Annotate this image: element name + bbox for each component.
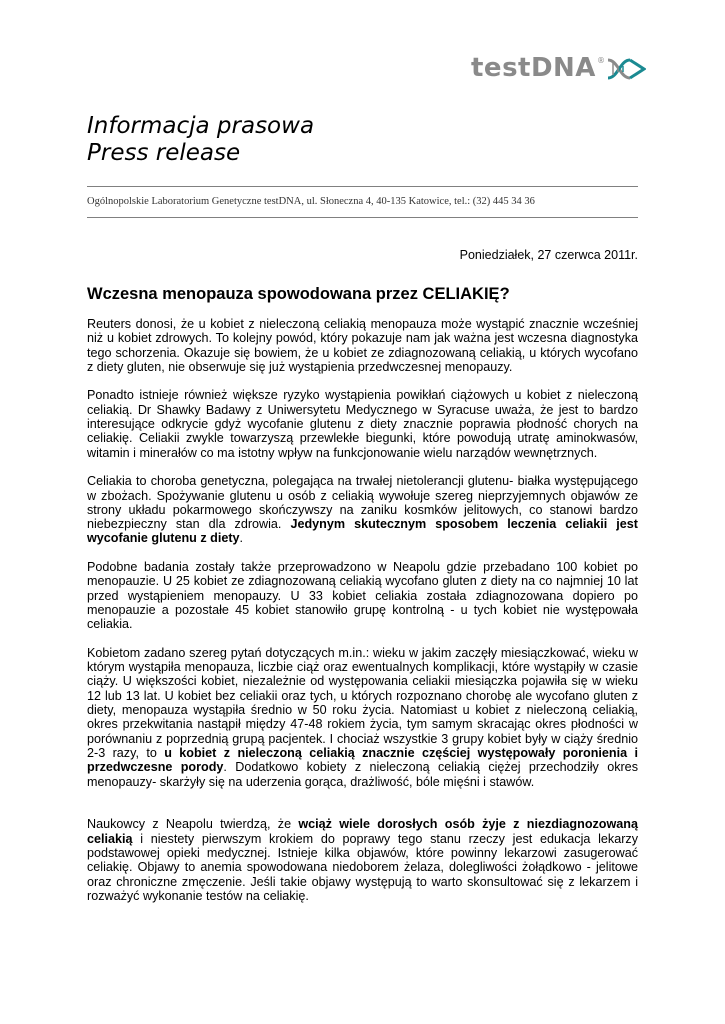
lab-address: Ogólnopolskie Laboratorium Genetyczne testDNA, ul. Słoneczna 4, 40-135 Katowice, tel.: (32) 445 34 36 (87, 196, 535, 207)
paragraph-text: . Dodatkowo kobiety z nieleczoną celiakią ciężej przechodziły okres menopauzy- skarżyły się na uderzenia gorąca, drażliwość, bóle mięśni i stawów. (87, 760, 638, 789)
article-paragraph (87, 474, 638, 545)
paragraph-text: Naukowcy z Neapolu twierdzą, że (87, 817, 299, 832)
article-paragraph (87, 560, 638, 631)
bold-text: u kobiet z nieleczoną celiakią znacznie częściej występowały poronienia i przedwczesne porody (87, 745, 639, 775)
release-date: Poniedziałek, 27 czerwca 2011r. (459, 248, 638, 262)
bold-text: wciąż wiele dorosłych osób żyje z niezdiagnozowaną celiakią (87, 817, 639, 846)
paragraph-text: Celiakia to choroba genetyczna, polegająca na trwałej nietolerancji glutenu- białka występującego w zbożach. Spożywanie glutenu u osób z celiakią wywołuje szereg nieprzyjemnych objawów ze strony układu pokarmowego skończywszy na zaniku kosmków jelitowych, co stanowi bardzo niebezpieczny stan dla zdrowia. (87, 474, 638, 532)
article-paragraph (87, 646, 638, 789)
paragraph-text: . (239, 531, 244, 546)
article-body (87, 317, 638, 917)
title-line-2: Press release (87, 140, 241, 166)
paragraph-text: Reuters donosi, że u kobiet z nieleczoną celiakią menopauza może wystąpić znacznie wcześniej niż u kobiet zdrowych. To kolejny powód, który pokazuje nam jak ważna jest wczesna diagnostyka tego schorzenia. Okazuje się bowiem, że u kobiet ze zdiagnozowaną celiakią, u których wycofano z diety gluten, nie obserwuje się już wystąpienia przedwczesnej menopauzy. (87, 317, 638, 374)
dna-helix-icon (606, 56, 646, 82)
paragraph-text: i niestety pierwszym krokiem do poprawy tego stanu rzeczy jest edukacja lekarzy podstawowej opieki medycznej. Istnieje kilka objawów, które powinny lekarzowi zasugerować celiakię. Objawy to anemia spowodowana niedoborem żelaza, dolegliwości żołądkowo - jelitowe oraz chroniczne zmęczenie. Jeśli takie objawy występują to warto skonsultować się z lekarzem i rozważyć wykonanie testów na celiakię. (87, 831, 638, 903)
page-title (87, 113, 314, 167)
logo-text: testDNA (471, 53, 596, 83)
bold-text: Jedynym skutecznym sposobem leczenia celiakii jest wycofanie glutenu z diety (87, 517, 639, 546)
header-rule-bottom (87, 217, 638, 218)
header-rule-top (87, 186, 638, 187)
article-paragraph (87, 388, 638, 459)
article-paragraph (87, 317, 638, 374)
paragraph-text: Kobietom zadano szereg pytań dotyczących m.in.: wieku w jakim zaczęły miesiączkować, wieku w którym wystąpiła menopauza, liczbie ciąż oraz ewentualnych komplikacji, które wystąpiły w czasie ciąży. U większości kobiet, niezależnie od występowania celiakii miesiączka pojawiła się w wieku 12 lub 13 lat. U kobiet bez celiakii oraz tych, u których rozpoznano chorobę ale wycofano gluten z diety, menopauza wystąpiła średnio w 50 roku życia. Natomiast u kobiet z nieleczoną celiakią, okres przekwitania nastąpił między 47-48 rokiem życia, tym samym skracając okres płodności w porównaniu z poprzednią grupą pacjentek. I chociaż wszystkie 3 grupy kobiet były w ciąży średnio 2-3 razy, to (87, 645, 638, 760)
paragraph-text: Podobne badania zostały także przeprowadzono w Neapolu gdzie przebadano 100 kobiet po menopauzie. U 25 kobiet ze zdiagnozowaną celiakią wycofano gluten z diety na co najmniej 10 lat przed wystąpieniem menopauzy. U 33 kobiet celiakia została zdiagnozowana dopiero po menopauzie a pozostałe 45 kobiet stanowiło grupę kontrolną - u tych kobiet nie występowała celiakia. (87, 560, 638, 632)
testdna-logo (471, 54, 646, 82)
logo-registered-mark: ® (596, 56, 605, 65)
title-line-1: Informacja prasowa (87, 113, 315, 139)
article-paragraph (87, 817, 638, 903)
article-headline: Wczesna menopauza spowodowana przez CELIAKIĘ? (87, 285, 510, 303)
paragraph-text: Ponadto istnieje również większe ryzyko wystąpienia powikłań ciążowych u kobiet z nieleczoną celiakią. Dr Shawky Badawy z Uniwersytetu Medycznego w Syracuse uważa, że jest to bardzo interesujące odkrycie gdyż wycofanie glutenu z diety znacznie poprawia płodność chorych na celiakię. Celiakii zwykle towarzyszą przewlekłe biegunki, które powodują utratę aminokwasów, witamin i minerałów co ma istotny wpływ na funkcjonowanie wielu narządów wewnętrznych. (87, 388, 638, 460)
